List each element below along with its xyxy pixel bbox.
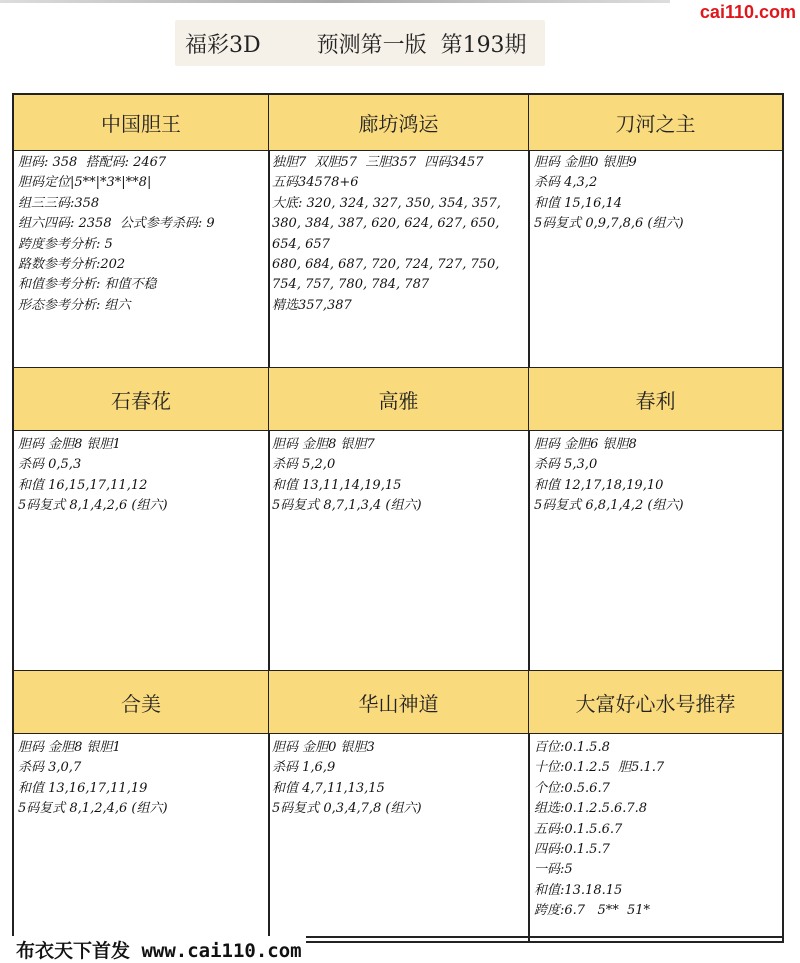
panel-line: 五码34578+6: [272, 175, 359, 191]
panel-line: 路数参考分析:202: [18, 257, 126, 273]
panel-6-title: 合美: [121, 691, 161, 716]
panel-line: 754, 757, 780, 784, 787: [272, 277, 430, 293]
panel-line: 大底: 320, 324, 327, 350, 354, 357,: [272, 195, 501, 211]
panel-line: 680, 684, 687, 720, 724, 727, 750,: [272, 257, 500, 273]
panel-7-body: [272, 738, 527, 820]
panel-line: 5码复式 8,7,1,3,4 (组六): [272, 498, 422, 514]
panel-line: 胆码: 358 搭配码: 2467: [18, 155, 167, 170]
panel-8-title: 大富好心水号推荐: [575, 691, 736, 716]
panel-line: 胆码 金胆6 银胆8: [534, 437, 637, 452]
panel-1-header: [269, 95, 528, 151]
panel-line: 胆码 金胆8 银胆7: [272, 437, 375, 452]
panel-line: 胆码 金胆0 银胆3: [272, 740, 375, 755]
panel-0-body: [18, 153, 266, 316]
panel-3-header: [14, 368, 268, 431]
panel-5-title: 春利: [635, 388, 676, 413]
panel-2-body: [534, 153, 780, 235]
footer-text: 布衣天下首发 www.cai110.com: [12, 936, 306, 963]
panel-line: 和值 4,7,11,13,15: [272, 780, 385, 796]
panel-7-header: [269, 671, 528, 734]
panel-line: 和值 16,15,17,11,12: [18, 477, 148, 493]
panel-3-title: 石春花: [111, 388, 171, 413]
panel-6-header: [14, 671, 268, 734]
panel-7-title: 华山神道: [358, 691, 439, 716]
panel-line: 杀码 5,2,0: [272, 457, 336, 473]
panel-line: 胆码定位|5**|*3*|**8|: [18, 175, 152, 191]
panel-line: 胆码 金胆8 银胆1: [18, 437, 121, 452]
panel-3-body: [18, 435, 266, 517]
site-watermark: cai110.com: [699, 2, 796, 22]
panel-line: 组六四码: 2358 公式参考杀码: 9: [18, 216, 215, 232]
panel-line: 和值:13.18.15: [534, 882, 623, 898]
panel-line: 百位:0.1.5.8: [534, 740, 610, 755]
panel-line: 胆码 金胆0 银胆9: [534, 155, 637, 170]
panel-4-title: 高雅: [378, 388, 419, 413]
panel-0-title: 中国胆王: [101, 112, 181, 136]
panel-line: 组三三码:358: [18, 195, 100, 211]
top-border-line: [0, 0, 670, 3]
panel-8-body: [534, 738, 780, 922]
panel-line: 杀码 0,5,3: [18, 457, 82, 473]
panel-line: 5码复式 0,9,7,8,6 (组六): [534, 216, 684, 232]
panel-line: 跨度参考分析: 5: [18, 236, 113, 252]
grid-divider-v2: [528, 95, 530, 941]
panel-8-header: [529, 671, 782, 734]
panel-line: 杀码 5,3,0: [534, 457, 598, 473]
page-title: 福彩3D 预测第一版 第193期: [185, 33, 527, 58]
panel-line: 形态参考分析: 组六: [18, 297, 131, 313]
panel-line: 654, 657: [272, 236, 330, 252]
panel-line: 5码复式 8,1,2,4,6 (组六): [18, 801, 168, 817]
panel-5-header: [529, 368, 782, 431]
panel-1-title: 廊坊鸿运: [358, 112, 439, 136]
panel-line: 四码:0.1.5.7: [534, 842, 610, 858]
panel-4-header: [269, 368, 528, 431]
panel-1-body: [272, 153, 527, 316]
panel-6-body: [18, 738, 266, 820]
panel-2-header: [529, 95, 782, 151]
panel-line: 胆码 金胆8 银胆1: [18, 740, 121, 755]
panel-line: 和值 12,17,18,19,10: [534, 477, 664, 493]
panel-line: 杀码 1,6,9: [272, 760, 336, 776]
panel-line: 一码:5: [534, 862, 573, 878]
panel-line: 5码复式 0,3,4,7,8 (组六): [272, 801, 422, 817]
panel-line: 5码复式 8,1,4,2,6 (组六): [18, 498, 168, 514]
panel-line: 独胆7 双胆57 三胆357 四码3457: [272, 155, 484, 170]
panel-line: 杀码 3,0,7: [18, 760, 82, 776]
panel-5-body: [534, 435, 780, 517]
panel-line: 十位:0.1.2.5 胆5.1.7: [534, 760, 665, 776]
panel-line: 和值 13,11,14,19,15: [272, 477, 402, 493]
panel-line: 个位:0.5.6.7: [534, 780, 610, 796]
panel-0-header: [14, 95, 268, 151]
panel-2-title: 刀河之主: [615, 112, 696, 136]
panel-line: 和值 15,16,14: [534, 195, 623, 211]
panel-line: 380, 384, 387, 620, 624, 627, 650,: [272, 216, 500, 232]
grid-divider-v1: [268, 95, 270, 941]
panel-line: 和值 13,16,17,11,19: [18, 780, 148, 796]
panel-line: 和值参考分析: 和值不稳: [18, 277, 157, 293]
panel-line: 跨度:6.7 5** 51*: [534, 903, 651, 919]
panel-line: 杀码 4,3,2: [534, 175, 598, 191]
panel-line: 组选:0.1.2.5.6.7.8: [534, 801, 648, 817]
panel-line: 精选357,387: [272, 297, 352, 313]
panel-line: 5码复式 6,8,1,4,2 (组六): [534, 498, 684, 514]
prediction-grid: [12, 93, 784, 943]
panel-line: 五码:0.1.5.6.7: [534, 821, 623, 837]
panel-4-body: [272, 435, 527, 517]
